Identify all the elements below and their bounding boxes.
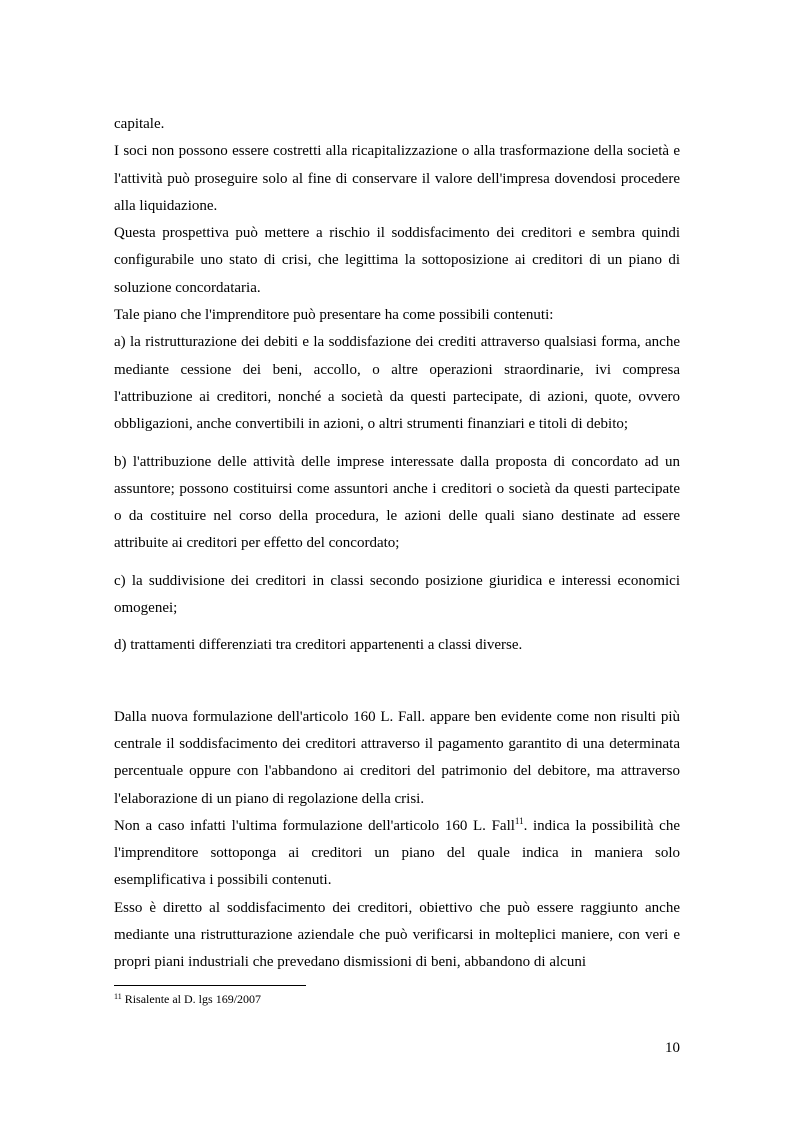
paragraph-prospettiva: Questa prospettiva può mettere a rischio il soddisfacimento dei creditori e sembra quindi configurabile uno stato di crisi, che legittima la sottoposizione ai creditori di un piano di soluzione concordataria. bbox=[114, 225, 680, 296]
footnote-reference[interactable]: 11 bbox=[514, 815, 524, 826]
page-number: 10 bbox=[665, 1040, 680, 1056]
footnote-number: 11 bbox=[114, 992, 122, 1001]
list-item-c: c) la suddivisione dei creditori in classi secondo posizione giuridica e interessi economici omogenei; bbox=[114, 572, 680, 617]
body-text bbox=[114, 111, 680, 977]
list-item-b: b) l'attribuzione delle attività delle imprese interessate dalla proposta di concordato ad un assuntore; possono costituirsi come assuntori anche i creditori o società da questi partecipate o da costituire nel corso della procedura, le azioni delle quali siano destinate ad essere attribuite ai creditori per effetto del concordato; bbox=[114, 453, 680, 552]
paragraph-esso: Esso è diretto al soddisfacimento dei creditori, obiettivo che può essere raggiunto anche mediante una ristrutturazione aziendale che può verificarsi in molteplici maniere, con veri e propri piani industriali che prevedano dismissioni di beni, abbandono di alcuni bbox=[114, 899, 680, 971]
paragraph-non-a-caso-start: Non a caso infatti l'ultima formulazione dell'articolo 160 L. Fall bbox=[114, 817, 515, 834]
list-item-a: a) la ristrutturazione dei debiti e la soddisfazione dei crediti attraverso qualsiasi forma, anche mediante cessione dei beni, accollo, o altre operazioni straordinarie, ivi compresa l'attribuzione ai creditori, nonché a società da questi partecipate, di azioni, quote, ovvero obbligazioni, anche convertibili in azioni, o altri strumenti finanziari e titoli di debito; bbox=[114, 334, 680, 433]
footnote-text: Risalente al D. lgs 169/2007 bbox=[121, 992, 262, 1006]
paragraph-formulazione: Dalla nuova formulazione dell'articolo 160 L. Fall. appare ben evidente come non risulti più centrale il soddisfacimento dei creditori attraverso il pagamento garantito di una determinata percentuale oppure con l'abbandono ai creditori del patrimonio del debitore, ma attraverso l'elaborazione di un piano di regolazione della crisi. bbox=[114, 708, 680, 807]
paragraph-capitale: capitale. bbox=[114, 116, 165, 132]
list-item-d: d) trattamenti differenziati tra creditori appartenenti a classi diverse. bbox=[114, 637, 523, 654]
footnote-separator bbox=[114, 985, 306, 986]
paragraph-non-a-caso-end: . indica la possibilità che l'imprenditore sottoponga ai creditori un piano del quale indica in maniera solo esemplificativa i possibili contenuti. bbox=[114, 817, 680, 889]
paragraph-piano-intro: Tale piano che l'imprenditore può presentare ha come possibili contenuti: bbox=[114, 307, 554, 324]
paragraph-soci: I soci non possono essere costretti alla ricapitalizzazione o alla trasformazione della società e l'attività può proseguire solo al fine di conservare il valore dell'impresa dovendosi procedere alla liquidazione. bbox=[114, 143, 680, 214]
footnote bbox=[114, 991, 680, 1007]
paragraph-non-a-caso bbox=[114, 813, 680, 895]
